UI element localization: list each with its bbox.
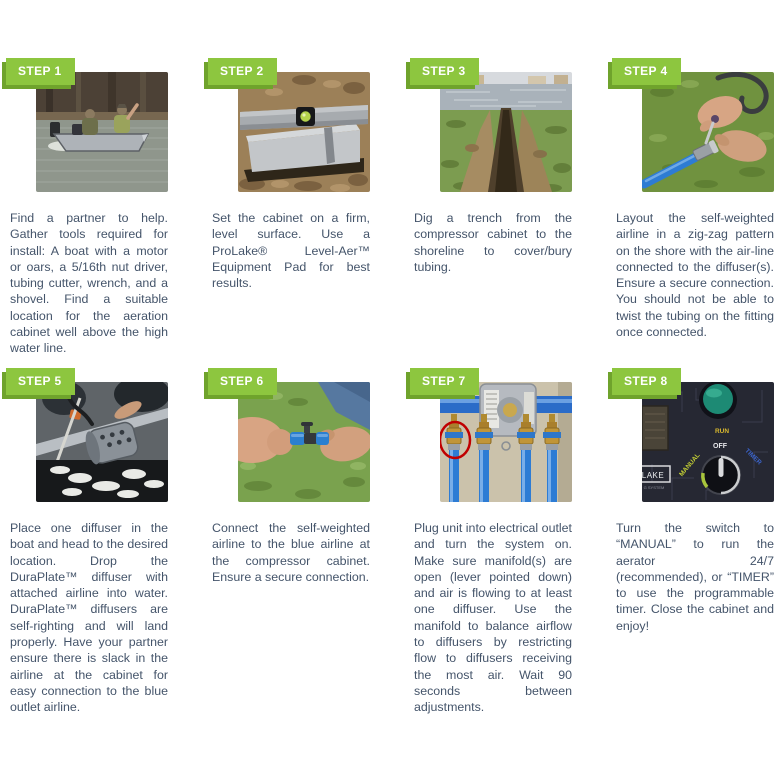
step-1-description: Find a partner to help. Gather tools required for install: A boat with a motor or oars, a 5/16th nut driver, tubing cutter, wrench, and a shovel. Find a suitable location for the aeration cabinet well above the high water line. xyxy=(10,211,168,356)
step-1-photo xyxy=(36,72,168,192)
step-8-badge: STEP 8 xyxy=(612,368,681,395)
step-7-description: Plug unit into electrical outlet and turn the system on. Make sure manifold(s) are open (lever pointed down) and air is flowing to at least one diffuser. Use the manifold to balance airflow to diffusers by restricting flow to diffusers receiving the most air. Wait 90 seconds between adjustments. xyxy=(414,521,572,715)
step-2-photo xyxy=(238,72,370,192)
step-8-photo xyxy=(642,382,774,502)
run-label: RUN xyxy=(714,428,730,435)
step-3-photo xyxy=(440,72,572,192)
step-5-block xyxy=(10,368,174,716)
step-6-description: Connect the self-weighted airline to the blue airline at the compressor cabinet. Ensure a secure connection. xyxy=(212,521,370,584)
step-4-block xyxy=(616,58,780,368)
step-6-photo xyxy=(238,382,370,502)
step-7-block xyxy=(414,368,578,716)
step-1-badge: STEP 1 xyxy=(6,58,75,85)
brand-label: LAKE xyxy=(642,471,665,480)
off-label: OFF xyxy=(713,443,727,450)
step-4-description: Layout the self-weighted airline in a zig-zag pattern on the shore with the air-line connected to the diffuser(s). Ensure a secure connection. You should not be able to twist the tubing on the fitting once connected. xyxy=(616,211,774,340)
step-2-badge: STEP 2 xyxy=(208,58,277,85)
step-5-badge: STEP 5 xyxy=(6,368,75,395)
brand-sub-label: G SYSTEM xyxy=(643,485,665,490)
step-5-photo xyxy=(36,382,168,502)
run-indicator-button xyxy=(699,382,737,419)
step-3-badge: STEP 3 xyxy=(410,58,479,85)
manual-label: MANUAL xyxy=(678,451,702,479)
step-8-block xyxy=(616,368,780,716)
panel-component xyxy=(642,406,668,450)
step-3-block xyxy=(414,58,578,368)
step-6-block xyxy=(212,368,376,716)
step-5-description: Place one diffuser in the boat and head to the desired location. Drop the DuraPlate™ diffuser with attached airline into water. DuraPlate™ diffusers are self-righting and will land properly. Have your partner ensure there is slack in the airline at the cabinet for easy connection to the blue outlet airline. xyxy=(10,521,168,715)
step-3-description: Dig a trench from the compressor cabinet to the shoreline to cover/bury tubing. xyxy=(414,211,572,274)
step-1-block xyxy=(10,58,174,368)
step-7-badge: STEP 7 xyxy=(410,368,479,395)
step-4-badge: STEP 4 xyxy=(612,58,681,85)
step-7-photo xyxy=(440,382,572,502)
step-4-photo xyxy=(642,72,774,192)
step-8-description: Turn the switch to “MANUAL” to run the aerator 24/7 (recommended), or “TIMER” to use the programmable timer. Close the cabinet and enjoy! xyxy=(616,521,774,633)
mode-rotary-switch xyxy=(702,456,740,494)
step-6-badge: STEP 6 xyxy=(208,368,277,395)
step-2-description: Set the cabinet on a firm, level surface. Use a ProLake® Level-Aer™ Equipment Pad for best results. xyxy=(212,211,370,291)
step-2-block xyxy=(212,58,376,368)
timer-label: TIMER xyxy=(743,447,763,467)
